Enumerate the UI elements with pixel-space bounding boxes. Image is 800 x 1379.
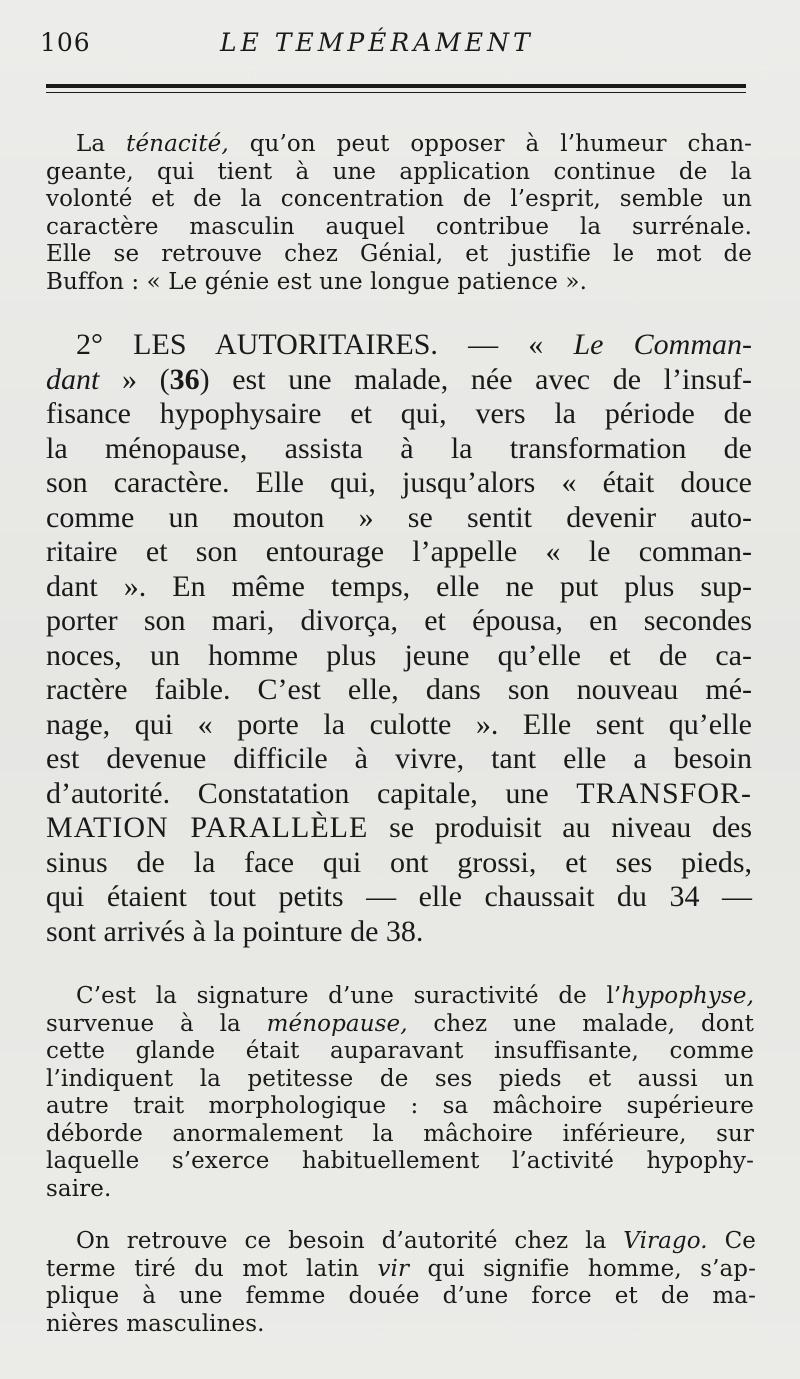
text-line [46,811,752,846]
emphasis-dant: dant [46,362,100,396]
text-line: plique à une femme douée d’une force et de ma- [46,1283,756,1309]
text-line: Buffon : « Le génie est une longue patience ». [46,268,588,295]
text-line [46,131,752,159]
text-line: volonté et de la concentration de l’esprit, semble un [46,186,752,212]
text-line: l’indiquent la petitesse de ses pieds et aussi un [46,1065,754,1092]
text-line [46,1011,754,1039]
text-line: comme un mouton » se sentit devenir auto- [46,500,752,534]
smallcaps-parallele: MATION PARALLÈLE [46,811,369,844]
text-line [46,777,752,812]
text-run: chez une malade, dont [407,1010,754,1037]
text-line: caractère masculin auquel contribue la surrénale. [46,213,752,240]
emphasis-commandant: Le Comman- [573,328,752,361]
paragraph-tenacite [46,131,752,296]
text-line: cette glande était auparavant insuffisante, comme [46,1038,754,1064]
running-title: LE TEMPÉRAMENT [220,28,534,57]
emphasis-virago: Virago. [623,1228,708,1254]
text-run: qui signifie homme, s’ap- [409,1255,756,1282]
page-number: 106 [40,28,91,57]
text-line: son caractère. Elle qui, jusqu’alors « était douce [46,466,752,499]
text-run: qu’on peut opposer à l’humeur chan- [228,131,752,157]
text-line: fisance hypophysaire et qui, vers la période de [46,397,752,430]
emphasis-tenacite: ténacité, [126,131,229,157]
text-line: noces, un homme plus jeune qu’elle et de ca- [46,638,752,672]
text-line: geante, qui tient à une application continue de la [46,158,752,185]
header-rule-thick [46,84,746,88]
header-rule-thin [46,92,746,93]
text-line: dant ». En même temps, elle ne put plus sup- [46,569,752,603]
text-run: terme tiré du mot latin [46,1255,378,1282]
text-line: autre trait morphologique : sa mâchoire supérieure [46,1093,754,1119]
text-line: est devenue difficile à vivre, tant elle a besoin [46,742,752,775]
text-line: saire. [46,1175,112,1202]
text-line: nage, qui « porte la culotte ». Elle sent qu’elle [46,707,752,741]
emphasis-hypophyse: hypophyse, [621,983,754,1009]
paragraph-hypophyse [46,983,754,1203]
text-run: survenue à la [46,1010,267,1037]
text-run: Ce [707,1228,756,1254]
text-line [46,363,752,398]
section-heading: 2° LES AUTORITAIRES. — « [76,328,574,361]
text-run: se produisit au niveau des [368,811,752,844]
text-line: sinus de la face qui ont grossi, et ses pieds, [46,845,752,879]
text-run: On retrouve ce besoin d’autorité chez la [76,1228,624,1254]
text-run: » ( [99,362,170,396]
text-line: qui étaient tout petits — elle chaussait du 34 — [46,880,752,913]
text-line [46,983,754,1011]
text-line: sont arrivés à la pointure de 38. [46,914,424,948]
text-line: ritaire et son entourage l’appelle « le comman- [46,535,752,568]
paragraph-autoritaires [46,328,752,949]
page-header [40,28,760,64]
text-run: C’est la signature d’une suractivité de l’ [76,983,622,1009]
text-line: Elle se retrouve chez Génial, et justifie le mot de [46,241,752,267]
emphasis-vir: vir [377,1255,410,1282]
text-line [46,1256,756,1284]
paragraph-virago [46,1228,756,1338]
text-line [46,1228,756,1256]
smallcaps-transformation: TRANSFOR- [576,776,752,810]
text-line: ractère faible. C’est elle, dans son nouveau mé- [46,673,752,706]
text-line: nières masculines. [46,1310,265,1337]
text-line: la ménopause, assista à la transformation de [46,431,752,465]
text-line: porter son mari, divorça, et épousa, en secondes [46,604,752,637]
text-line: déborde anormalement la mâchoire inférieure, sur [46,1120,754,1147]
text-run: d’autorité. Constatation capitale, une [46,776,577,810]
text-run: La [76,131,127,157]
text-line [46,328,752,363]
case-number: 36 [169,362,200,396]
text-run: ) est une malade, née avec de l’insuf- [199,362,752,396]
emphasis-menopause: ménopause, [266,1010,408,1037]
text-line: laquelle s’exerce habituellement l’activité hypophy- [46,1148,754,1174]
